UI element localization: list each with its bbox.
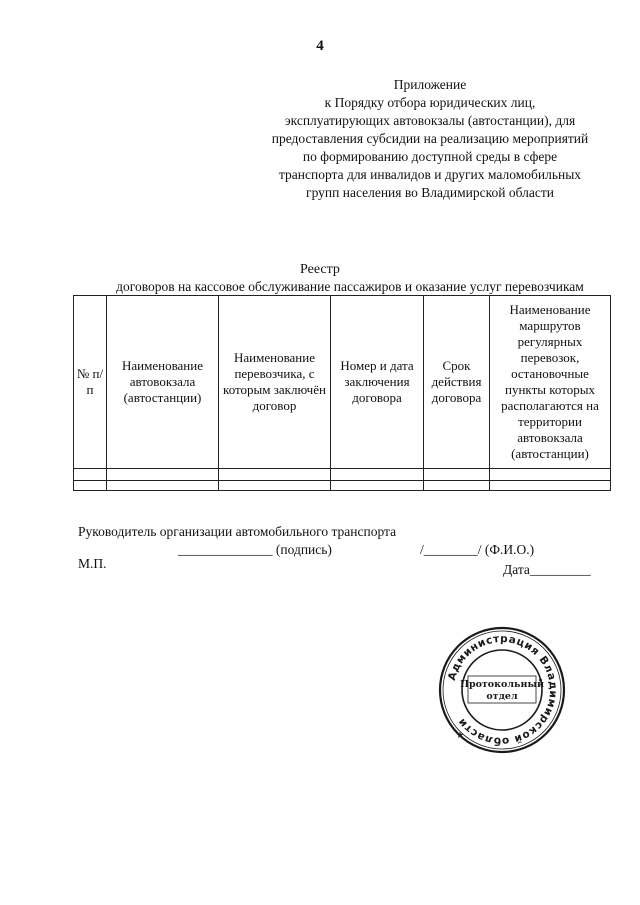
official-stamp: [438, 626, 566, 754]
fio-line: /________/ (Ф.И.О.): [420, 542, 535, 557]
column-header-contract-term: Срок действия договора: [424, 296, 490, 469]
column-header-routes: Наименование маршрутов регулярных перевозок, остановочные пункты которых располагаются на территории автовокзала (автостанции): [490, 296, 611, 469]
registry-subtitle: договоров на кассовое обслуживание пассажиров и оказание услуг перевозчикам: [116, 279, 584, 294]
date-line: Дата_________: [503, 562, 591, 577]
table-cell: [74, 481, 107, 491]
appendix-line: Приложение: [393, 77, 467, 92]
table-cell: [219, 469, 331, 481]
appendix-header: [240, 76, 620, 202]
star-icon: ★: [456, 731, 465, 741]
table-cell: [107, 481, 219, 491]
table-header-row: [74, 296, 611, 469]
table-row: [74, 481, 611, 491]
appendix-line: групп населения во Владимирской области: [306, 185, 554, 200]
seal-place-label: М.П.: [78, 556, 107, 571]
table-cell: [424, 481, 490, 491]
stamp-label-line2: отдел: [486, 691, 518, 702]
registry-table: [73, 295, 611, 491]
stamp-label-line1: Протокольный: [459, 679, 545, 690]
table-cell: [490, 481, 611, 491]
table-cell: [219, 481, 331, 491]
table-row: [74, 469, 611, 481]
appendix-line: транспорта для инвалидов и других маломобильных: [278, 167, 582, 182]
table-cell: [424, 469, 490, 481]
column-header-contract-number-date: Номер и дата заключения договора: [331, 296, 424, 469]
appendix-line: эксплуатирующих автовокзалы (автостанции), для: [284, 113, 576, 128]
column-header-carrier: Наименование перевозчика, с которым заключён договор: [219, 296, 331, 469]
table-cell: [107, 469, 219, 481]
table-cell: [490, 469, 611, 481]
page-number: 4: [316, 38, 324, 54]
table-cell: [331, 481, 424, 491]
column-header-station: Наименование автовокзала (автостанции): [107, 296, 219, 469]
table-cell: [331, 469, 424, 481]
table-cell: [74, 469, 107, 481]
column-header-number: № п/п: [74, 296, 107, 469]
leader-caption: Руководитель организации автомобильного транспорта: [78, 524, 397, 539]
signature-line: ______________ (подпись): [178, 542, 332, 557]
appendix-line: предоставления субсидии на реализацию мероприятий: [271, 131, 589, 146]
appendix-line: по формированию доступной среды в сфере: [302, 149, 558, 164]
appendix-line: к Порядку отбора юридических лиц,: [324, 95, 536, 110]
registry-title: Реестр: [300, 262, 340, 277]
stamp-ring-text: Администрация Владимирской области: [445, 632, 560, 748]
